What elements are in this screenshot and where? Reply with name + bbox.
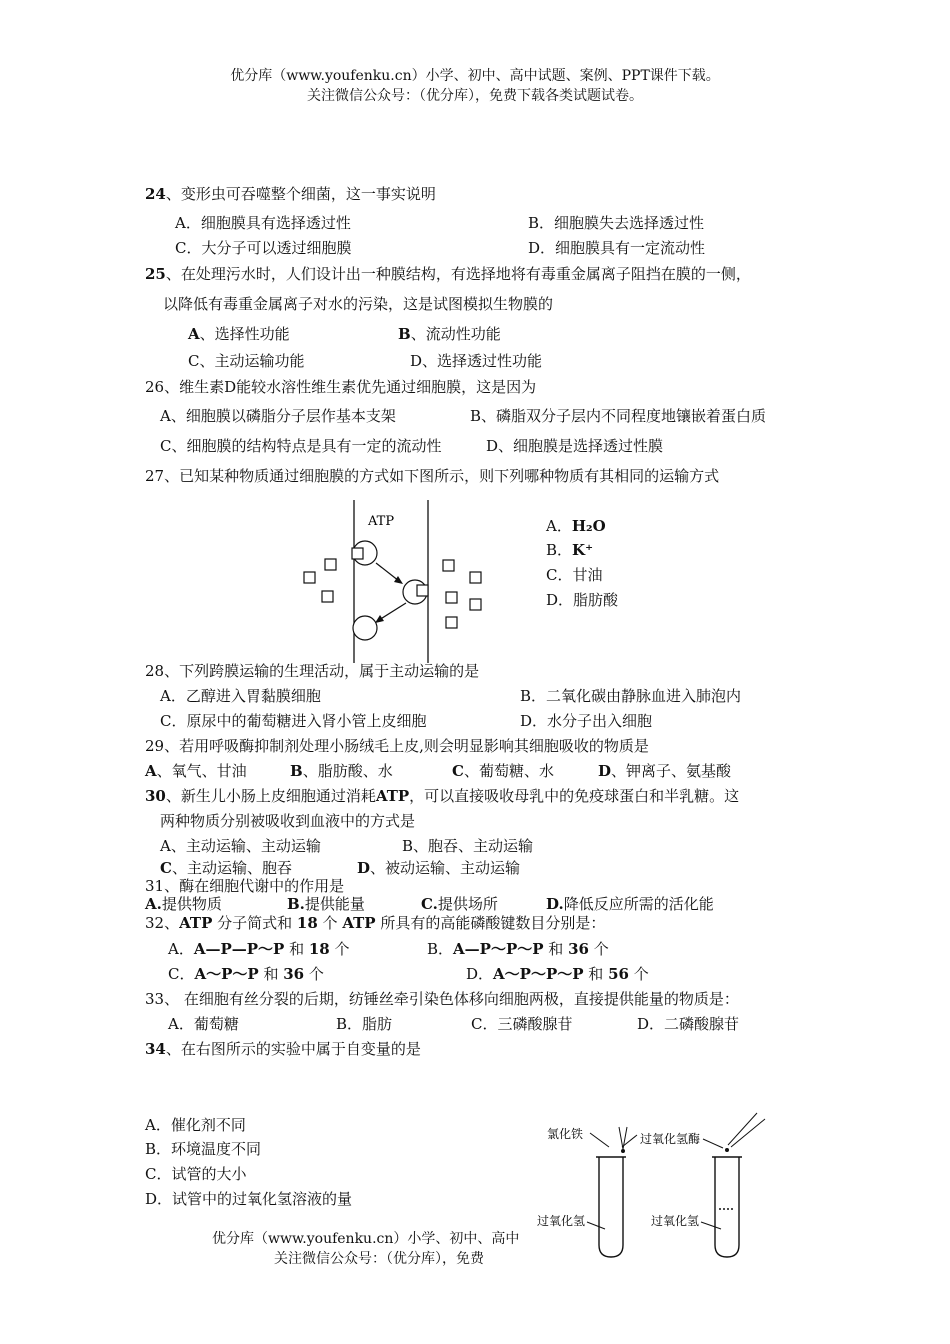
pointer-line	[701, 1222, 721, 1229]
q27-option-a	[546, 516, 606, 536]
q25-b-key: B	[398, 325, 411, 343]
q32-b-unit: 个	[588, 940, 609, 958]
q25-a-key: A	[188, 325, 200, 343]
q34-stem	[145, 1039, 421, 1059]
arrow-line	[376, 563, 399, 581]
molecule-square	[352, 548, 363, 559]
q29-option-c	[452, 761, 554, 781]
q24-stem	[145, 184, 436, 204]
q30-stem-a: 、新生儿小肠上皮细胞通过消耗	[165, 787, 376, 805]
molecule-square	[322, 591, 333, 602]
q29-a-text: 、氧气、甘油	[156, 762, 247, 780]
atp-label: ATP	[368, 514, 395, 529]
molecule-square	[446, 592, 457, 603]
q25-option-a	[188, 324, 290, 344]
q31-option-b	[287, 894, 365, 914]
q27-option-c: C．甘油	[546, 566, 603, 584]
q29-stem: 29、若用呼吸酶抑制剂处理小肠绒毛上皮,则会明显影响其细胞吸收的物质是	[145, 737, 649, 755]
q24-option-c: C．大分子可以透过细胞膜	[175, 239, 352, 257]
q24-stem-text: 、变形虫可吞噬整个细菌，这一事实说明	[165, 185, 436, 203]
q32-stem-a: 分子简式和	[212, 914, 297, 932]
q32-b-formula: A—P～P～P	[453, 940, 544, 958]
q30-d-text: 、被动运输、主动运输	[370, 859, 521, 877]
carrier-circle-bottom	[353, 616, 377, 640]
q29-c-key: C	[452, 762, 464, 780]
q25-number: 25	[145, 265, 166, 283]
q31-stem: 31、酶在细胞代谢中的作用是	[145, 877, 345, 895]
q32-option-d	[466, 964, 649, 984]
q25-option-c: C、主动运输功能	[188, 352, 305, 370]
q34-stem-text: 、在右图所示的实验中属于自变量的是	[165, 1040, 421, 1058]
q30-stem-b: ，可以直接吸收母乳中的免疫球蛋白和半乳糖。这	[409, 787, 740, 805]
arrow-line	[379, 603, 406, 620]
q30-option-c	[160, 858, 292, 878]
q32-option-c	[168, 964, 324, 984]
pointer-line	[587, 1222, 605, 1229]
q32-b-num: 36	[568, 940, 589, 958]
q32-option-b	[427, 939, 609, 959]
q34-option-d: D．试管中的过氧化氢溶液的量	[145, 1190, 353, 1208]
molecule-square	[443, 560, 454, 571]
q28-stem: 28、下列跨膜运输的生理活动，属于主动运输的是	[145, 662, 480, 680]
q25-stem-line-2: 以降低有毒重金属离子对水的污染，这是试图模拟生物膜的	[163, 295, 554, 313]
header-line-1: 优分库（www.youfenku.cn）小学、初中、高中试题、案例、PPT课件下载。	[230, 68, 720, 84]
test-tube-left	[599, 1157, 623, 1257]
q31-b-text: 提供能量	[304, 895, 365, 913]
q29-b-key: B	[290, 762, 303, 780]
q26-stem: 26、维生素D能较水溶性维生素优先通过细胞膜，这是因为	[145, 378, 537, 396]
q32-atp-2: ATP	[342, 914, 376, 932]
q26-option-b: B、磷脂双分子层内不同程度地镶嵌着蛋白质	[470, 407, 767, 425]
q25-a-text: 、选择性功能	[199, 325, 290, 343]
q29-d-key: D	[598, 762, 612, 780]
q26-option-c: C、细胞膜的结构特点是具有一定的流动性	[160, 437, 442, 455]
q31-b-key: B.	[287, 895, 305, 913]
test-tube-figure	[525, 1105, 785, 1265]
label-ferric-chloride: 氯化铁	[547, 1127, 584, 1141]
q32-c-num: 36	[283, 965, 305, 983]
q32-stem-18: 18	[296, 914, 318, 932]
q31-option-d	[546, 894, 714, 914]
q32-c-key: C．	[168, 965, 195, 983]
q30-stem-line-1	[145, 786, 739, 806]
q32-a-num: 18	[308, 940, 330, 958]
q34-number: 34	[145, 1040, 166, 1058]
molecule-square	[470, 572, 481, 583]
q28-option-c: C．原尿中的葡萄糖进入肾小管上皮细胞	[160, 712, 427, 730]
q31-option-c	[421, 894, 498, 914]
q30-stem-line-2: 两种物质分别被吸收到血液中的方式是	[160, 812, 416, 830]
q27-a-text: H₂O	[571, 517, 606, 535]
q32-c-formula: A～P～P	[194, 965, 259, 983]
q30-option-d	[357, 858, 520, 878]
q29-a-key: A	[145, 762, 157, 780]
drop-left	[621, 1149, 625, 1153]
pointer-line	[703, 1139, 723, 1148]
q26-option-d: D、细胞膜是选择透过性膜	[486, 437, 664, 455]
q27-option-b	[546, 540, 593, 560]
q32-a-mid: 和	[284, 940, 309, 958]
q31-d-text: 降低反应所需的活化能	[563, 895, 714, 913]
q34-option-c: C．试管的大小	[145, 1165, 247, 1183]
q33-stem: 33、 在细胞有丝分裂的后期，纺锤丝牵引染色体移向细胞两极，直接提供能量的物质是：	[145, 990, 739, 1008]
q33-option-d: D．二磷酸腺苷	[637, 1015, 740, 1033]
q25-stem-line-1	[145, 264, 751, 284]
pointer-line	[590, 1133, 609, 1147]
arrow-head	[394, 576, 403, 584]
q25-b-text: 、流动性功能	[410, 325, 501, 343]
footer-line-1: 优分库（www.youfenku.cn）小学、初中、高中	[212, 1231, 520, 1247]
q32-d-mid: 和	[583, 965, 609, 983]
q32-d-formula: A～P～P～P	[493, 965, 584, 983]
q30-c-key: C	[160, 859, 172, 877]
q31-option-a	[145, 894, 222, 914]
q24-option-a: A．细胞膜具有选择透过性	[175, 214, 351, 232]
q32-stem	[145, 913, 605, 933]
q33-option-c: C．三磷酸腺苷	[471, 1015, 573, 1033]
q32-number: 32、	[145, 914, 180, 932]
q32-c-mid: 和	[258, 965, 284, 983]
q30-option-a: A、主动运输、主动运输	[160, 837, 321, 855]
q32-a-key: A．	[168, 940, 194, 958]
q31-a-key: A.	[145, 895, 162, 913]
q25-stem-text-1: 、在处理污水时，人们设计出一种膜结构，有选择地将有毒重金属离子阻挡在膜的一侧，	[165, 265, 751, 283]
label-h2o2-right: 过氧化氢	[651, 1214, 700, 1228]
q24-number: 24	[145, 185, 166, 203]
label-h2o2-left: 过氧化氢	[537, 1214, 586, 1228]
q32-c-unit: 个	[304, 965, 324, 983]
label-catalase: 过氧化氢酶	[640, 1132, 701, 1146]
q32-d-unit: 个	[628, 965, 649, 983]
q29-option-b	[290, 761, 393, 781]
header-line-2: 关注微信公众号：（优分库），免费下载各类试题试卷。	[307, 88, 643, 104]
q32-stem-c: 所具有的高能磷酸键数目分别是：	[375, 914, 606, 932]
q29-c-text: 、葡萄糖、水	[463, 762, 554, 780]
drop-right	[725, 1148, 729, 1152]
q32-a-unit: 个	[329, 940, 350, 958]
q33-option-b: B．脂肪	[336, 1015, 393, 1033]
q34-option-a: A．催化剂不同	[145, 1116, 246, 1134]
q29-option-d	[598, 761, 731, 781]
q29-option-a	[145, 761, 247, 781]
q30-number: 30	[145, 787, 166, 805]
molecule-square	[446, 617, 457, 628]
q32-atp-1: ATP	[179, 914, 213, 932]
q29-b-text: 、脂肪酸、水	[302, 762, 393, 780]
q28-option-b: B．二氧化碳由静脉血进入肺泡内	[520, 687, 742, 705]
footer-line-2: 关注微信公众号：（优分库），免费	[274, 1251, 484, 1267]
q34-option-b: B．环境温度不同	[145, 1140, 262, 1158]
test-tube-right	[715, 1157, 739, 1257]
arrow-head	[375, 615, 384, 623]
q31-a-text: 提供物质	[161, 895, 222, 913]
q31-c-text: 提供场所	[437, 895, 498, 913]
q27-stem: 27、已知某种物质通过细胞膜的方式如下图所示，则下列哪种物质有其相同的运输方式	[145, 467, 720, 485]
q24-option-d: D．细胞膜具有一定流动性	[528, 239, 706, 257]
q24-option-b: B．细胞膜失去选择透过性	[528, 214, 705, 232]
q26-option-a: A、细胞膜以磷脂分子层作基本支架	[160, 407, 396, 425]
q25-option-d: D、选择透过性功能	[410, 352, 543, 370]
q32-a-formula: A—P—P～P	[193, 940, 285, 958]
q31-c-key: C.	[421, 895, 438, 913]
q27-a-key: A．	[546, 517, 572, 535]
membrane-transport-figure	[290, 495, 500, 665]
q32-d-num: 56	[608, 965, 629, 983]
q32-b-mid: 和	[543, 940, 569, 958]
q32-option-a	[168, 939, 350, 959]
q33-option-a: A．葡萄糖	[168, 1015, 239, 1033]
q30-d-key: D	[357, 859, 371, 877]
q27-b-key: B．	[546, 541, 573, 559]
q28-option-a: A．乙醇进入胃黏膜细胞	[160, 687, 321, 705]
q32-d-key: D．	[466, 965, 494, 983]
q30-stem-atp: ATP	[375, 787, 410, 805]
q27-b-text: K⁺	[572, 541, 593, 559]
q31-d-key: D.	[546, 895, 564, 913]
q29-d-text: 、钾离子、氨基酸	[611, 762, 732, 780]
q32-stem-b: 个	[317, 914, 343, 932]
q28-option-d: D．水分子出入细胞	[520, 712, 653, 730]
molecule-square	[470, 599, 481, 610]
molecule-square	[304, 572, 315, 583]
molecule-square	[325, 559, 336, 570]
q25-option-b	[398, 324, 501, 344]
q30-c-text: 、主动运输、胞吞	[171, 859, 292, 877]
q27-option-d: D．脂肪酸	[546, 591, 619, 609]
q32-b-key: B．	[427, 940, 454, 958]
q30-option-b: B、胞吞、主动运输	[402, 837, 534, 855]
molecule-square	[417, 585, 428, 596]
